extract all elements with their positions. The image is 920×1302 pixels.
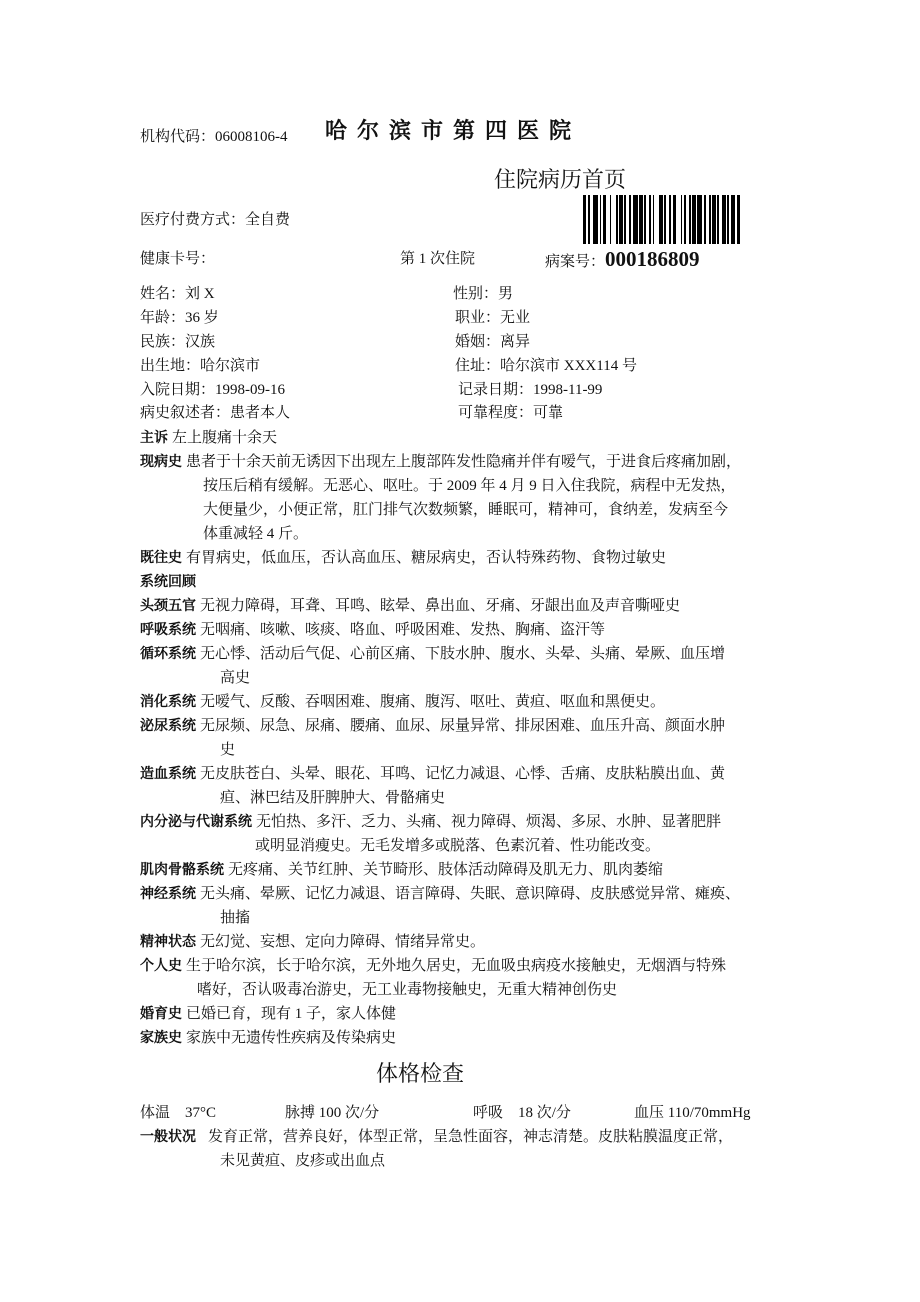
section-label: 呼吸系统 [140, 622, 196, 638]
section-10 [140, 810, 810, 858]
patient-field-right: 性别：男 [453, 286, 514, 302]
section-line [140, 690, 810, 714]
section-line [140, 1002, 810, 1026]
section-5 [140, 618, 810, 642]
patient-field-right: 可靠程度：可靠 [458, 405, 564, 421]
section-text: 无皮肤苍白、头晕、眼花、耳鸣、记忆力减退、心悸、舌痛、皮肤粘膜出血、黄 [200, 766, 726, 782]
section-label: 神经系统 [140, 886, 196, 902]
section-label: 家族史 [140, 1030, 182, 1046]
section-text: 或明显消瘦史。无毛发增多或脱落、色素沉着、性功能改变。 [255, 838, 661, 854]
section-12 [140, 882, 810, 930]
section-text: 左上腹痛十余天 [172, 430, 278, 446]
section-16 [140, 1026, 810, 1050]
patient-field-right: 职业：无业 [455, 310, 531, 326]
section-4 [140, 594, 810, 618]
section-9 [140, 762, 810, 810]
section-line [140, 906, 810, 930]
section-line [140, 930, 810, 954]
section-8 [140, 714, 810, 762]
barcode-bar [737, 195, 740, 244]
patient-field-left: 入院日期：1998-09-16 [140, 382, 285, 398]
section-7 [140, 690, 810, 714]
section-text: 大便量少，小便正常，肛门排气次数频繁，睡眠可，精神可，食纳差，发病至今 [203, 502, 729, 518]
form-title: 住院病历首页 [494, 168, 627, 193]
section-3 [140, 570, 810, 594]
section-text: 史 [220, 742, 236, 758]
section-label: 既往史 [140, 550, 182, 566]
section-1 [140, 450, 810, 546]
patient-field-left: 姓名：刘 X [140, 286, 215, 302]
patient-field-right: 记录日期：1998-11-99 [458, 382, 603, 398]
section-label: 头颈五官 [140, 598, 196, 614]
vital-resp: 呼吸 18 次/分 [473, 1105, 571, 1121]
section-line [140, 450, 810, 474]
section-label: 婚育史 [140, 1006, 182, 1022]
section-line [140, 618, 810, 642]
vital-temp: 体温 37°C [140, 1105, 217, 1121]
section-line [140, 594, 810, 618]
section-text: 体重减轻 4 斤。 [203, 526, 309, 542]
section-text: 无尿频、尿急、尿痛、腰痛、血尿、尿量异常、排尿困难、血压升高、颜面水肿 [200, 718, 726, 734]
section-line [140, 810, 810, 834]
section-line [140, 786, 810, 810]
section-text: 无怕热、多汗、乏力、头痛、视力障碍、烦渴、多尿、水肿、显著肥胖 [256, 814, 722, 830]
section-label: 肌肉骨骼系统 [140, 862, 224, 878]
section-line [140, 426, 810, 450]
section-line [140, 978, 810, 1002]
section-13 [140, 930, 810, 954]
section-label: 精神状态 [140, 934, 196, 950]
section-text: 无嗳气、反酸、吞咽困难、腹痛、腹泻、呕吐、黄疸、呕血和黑便史。 [200, 694, 666, 710]
section-text: 无疼痛、关节红肿、关节畸形、肢体活动障碍及肌无力、肌肉萎缩 [228, 862, 664, 878]
barcode [583, 195, 741, 244]
patient-field-right: 住址：哈尔滨市 XXX114 号 [455, 358, 637, 374]
section-line [140, 546, 810, 570]
general-condition [140, 1127, 733, 1147]
section-line [140, 954, 810, 978]
case-number [545, 249, 700, 272]
section-15 [140, 1002, 810, 1026]
section-label: 泌尿系统 [140, 718, 196, 734]
general-condition-text: 发育正常，营养良好，体型正常，呈急性面容，神志清楚。皮肤粘膜温度正常， [208, 1129, 734, 1145]
section-text: 无心悸、活动后气促、心前区痛、下肢水肿、腹水、头晕、头痛、晕厥、血压增 [200, 646, 726, 662]
section-text: 嗜好，否认吸毒冶游史，无工业毒物接触史，无重大精神创伤史 [197, 982, 618, 998]
payment-method: 医疗付费方式：全自费 [140, 212, 291, 228]
section-line [140, 738, 810, 762]
case-number-label: 病案号： [545, 254, 606, 270]
section-line [140, 762, 810, 786]
section-line [140, 570, 810, 594]
section-line [140, 498, 810, 522]
section-text: 疸、淋巴结及肝脾肿大、骨骼痛史 [220, 790, 446, 806]
patient-field-left: 病史叙述者：患者本人 [140, 405, 291, 421]
section-line [140, 882, 810, 906]
section-text: 已婚已育，现有 1 子，家人体健 [186, 1006, 397, 1022]
org-code: 机构代码：06008106-4 [140, 129, 288, 145]
section-label: 消化系统 [140, 694, 196, 710]
section-label: 个人史 [140, 958, 182, 974]
section-line [140, 1026, 810, 1050]
section-text: 无视力障碍，耳聋、耳鸣、眩晕、鼻出血、牙痛、牙龈出血及声音嘶哑史 [200, 598, 681, 614]
vital-bp: 血压 110/70mmHg [634, 1105, 751, 1121]
section-text: 无咽痛、咳嗽、咳痰、咯血、呼吸困难、发热、胸痛、盗汗等 [200, 622, 606, 638]
general-condition-label: 一般状况 [140, 1129, 196, 1145]
section-line [140, 642, 810, 666]
section-label: 主诉 [140, 430, 168, 446]
patient-field-left: 年龄：36 岁 [140, 310, 219, 326]
health-card: 健康卡号： [140, 251, 216, 267]
section-text: 按压后稍有缓解。无恶心、呕吐。于 2009 年 4 月 9 日入住我院，病程中无发热， [203, 478, 736, 494]
section-line [140, 714, 810, 738]
history-sections [140, 426, 810, 1050]
patient-field-right: 婚姻：离异 [455, 334, 531, 350]
section-2 [140, 546, 810, 570]
section-6 [140, 642, 810, 690]
section-text: 无头痛、晕厥、记忆力减退、语言障碍、失眠、意识障碍、皮肤感觉异常、瘫痪、 [200, 886, 741, 902]
patient-field-left: 民族：汉族 [140, 334, 216, 350]
section-label: 系统回顾 [140, 574, 196, 590]
section-text: 有胃病史，低血压，否认高血压、糖尿病史，否认特殊药物、食物过敏史 [186, 550, 667, 566]
section-label: 现病史 [140, 454, 182, 470]
exam-title: 体格检查 [376, 1062, 465, 1087]
section-11 [140, 858, 810, 882]
section-text: 抽搐 [220, 910, 251, 926]
admission-count: 第 1 次住院 [400, 251, 476, 267]
section-line [140, 834, 810, 858]
section-text: 生于哈尔滨，长于哈尔滨，无外地久居史，无血吸虫病疫水接触史，无烟酒与特殊 [186, 958, 727, 974]
section-line [140, 522, 810, 546]
section-14 [140, 954, 810, 1002]
section-text: 患者于十余天前无诱因下出现左上腹部阵发性隐痛并伴有嗳气，于进食后疼痛加剧， [186, 454, 742, 470]
section-text: 无幻觉、妄想、定向力障碍、情绪异常史。 [200, 934, 486, 950]
section-label: 内分泌与代谢系统 [140, 814, 252, 830]
general-condition-cont: 未见黄疸、皮疹或出血点 [220, 1153, 386, 1169]
section-line [140, 474, 810, 498]
section-text: 家族中无遗传性疾病及传染病史 [186, 1030, 397, 1046]
section-line [140, 666, 810, 690]
case-number-value: 000186809 [605, 247, 700, 271]
section-0 [140, 426, 810, 450]
patient-field-left: 出生地：哈尔滨市 [140, 358, 261, 374]
vital-pulse: 脉搏 100 次/分 [285, 1105, 380, 1121]
section-text: 高史 [220, 670, 251, 686]
section-label: 造血系统 [140, 766, 196, 782]
section-label: 循环系统 [140, 646, 196, 662]
hospital-name: 哈尔滨市第四医院 [325, 119, 582, 144]
section-line [140, 858, 810, 882]
